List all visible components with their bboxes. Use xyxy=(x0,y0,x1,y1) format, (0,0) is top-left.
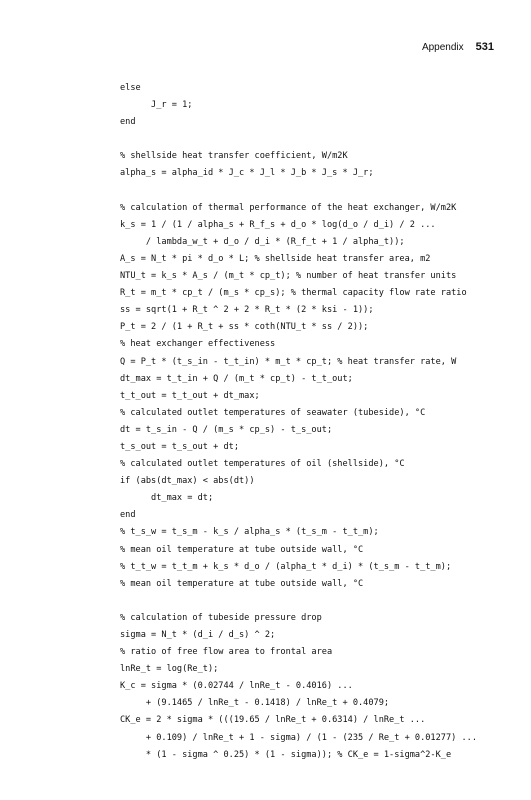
code-line: CK_e = 2 * sigma * (((19.65 / lnRe_t + 0.6314) / lnRe_t ... xyxy=(120,715,426,726)
blank-line xyxy=(120,593,520,610)
code-line: Q = P_t * (t_s_in - t_t_in) * m_t * cp_t; % heat transfer rate, W xyxy=(120,356,457,367)
blank-line xyxy=(120,131,520,148)
code-line: K_c = sigma * (0.02744 / lnRe_t - 0.4016) ... xyxy=(120,681,353,692)
running-header xyxy=(422,41,494,53)
code-line: ss = sqrt(1 + R_t ^ 2 + 2 * R_t * (2 * ksi - 1)); xyxy=(120,305,374,316)
code-line: % calculation of thermal performance of the heat exchanger, W/m2K xyxy=(120,202,457,213)
code-line: % mean oil temperature at tube outside wall, °C xyxy=(120,544,364,555)
code-line: t_t_out = t_t_out + dt_max; xyxy=(120,390,260,401)
code-line: if (abs(dt_max) < abs(dt)) xyxy=(120,476,255,487)
code-line: sigma = N_t * (d_i / d_s) ^ 2; xyxy=(120,630,276,640)
code-line: end xyxy=(120,117,136,128)
code-line: % t_s_w = t_s_m - k_s / alpha_s * (t_s_m - t_t_m); xyxy=(120,527,379,538)
page-number: 531 xyxy=(475,41,494,53)
code-line: % calculation of tubeside pressure drop xyxy=(120,612,322,623)
code-line: dt_max = dt; xyxy=(120,493,214,504)
code-line: % ratio of free flow area to frontal area xyxy=(120,647,333,658)
section-title: Appendix xyxy=(421,42,464,53)
code-line: NTU_t = k_s * A_s / (m_t * cp_t); % number of heat transfer units xyxy=(120,271,457,282)
code-line: t_s_out = t_s_out + dt; xyxy=(120,441,239,452)
code-line: end xyxy=(120,510,136,521)
code-line: / lambda_w_t + d_o / d_i * (R_f_t + 1 / alpha_t)); xyxy=(120,236,405,247)
code-line: % shellside heat transfer coefficient, W/m2K xyxy=(120,151,348,162)
code-line: else xyxy=(120,83,141,93)
code-line: R_t = m_t * cp_t / (m_s * cp_s); % thermal capacity flow rate ratio xyxy=(120,288,467,299)
code-line: % t_t_w = t_t_m + k_s * d_o / (alpha_t * d_i) * (t_s_m - t_t_m); xyxy=(120,561,452,572)
code-line: % calculated outlet temperatures of oil (shellside), °C xyxy=(120,459,405,470)
code-line: + (9.1465 / lnRe_t - 0.1418) / lnRe_t + 0.4079; xyxy=(120,698,390,709)
code-line: + 0.109) / lnRe_t + 1 - sigma) / (1 - (235 / Re_t + 0.01277) ... xyxy=(120,732,477,743)
code-line: % calculated outlet temperatures of seawater (tubeside), °C xyxy=(120,407,426,418)
code-line: A_s = N_t * pi * d_o * L; % shellside heat transfer area, m2 xyxy=(120,253,431,264)
blank-line xyxy=(120,183,520,200)
code-line: alpha_s = alpha_id * J_c * J_l * J_b * J_s * J_r; xyxy=(120,168,374,179)
code-line: J_r = 1; xyxy=(120,100,193,111)
code-line: P_t = 2 / (1 + R_t + ss * coth(NTU_t * ss / 2)); xyxy=(120,322,369,333)
code-listing xyxy=(120,80,520,764)
code-line: lnRe_t = log(Re_t); xyxy=(120,664,219,675)
code-line: dt_max = t_t_in + Q / (m_t * cp_t) - t_t_out; xyxy=(120,373,353,384)
code-line: dt = t_s_in - Q / (m_s * cp_s) - t_s_out; xyxy=(120,424,333,435)
code-line: * (1 - sigma ^ 0.25) * (1 - sigma)); % CK_e = 1-sigma^2-K_e xyxy=(120,749,452,760)
code-line: k_s = 1 / (1 / alpha_s + R_f_s + d_o * log(d_o / d_i) / 2 ... xyxy=(120,219,436,230)
code-line: % mean oil temperature at tube outside wall, °C xyxy=(120,578,364,589)
code-line: % heat exchanger effectiveness xyxy=(120,339,276,350)
